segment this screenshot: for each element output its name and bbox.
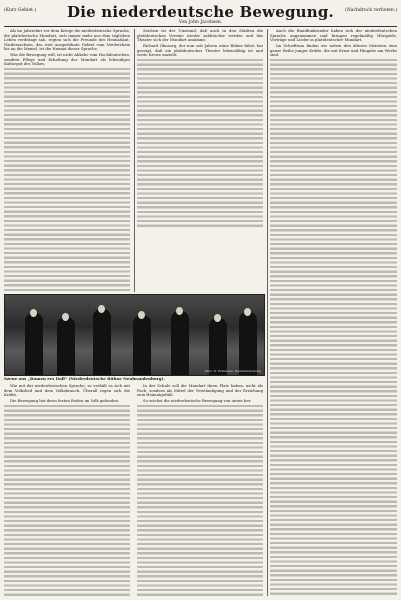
photo-credit: Phot. N. Hollmann, Neubrandenburg [204, 369, 261, 373]
paragraph: Was die Bewegung will, ist nicht Abkehr vom Hochdeutschen, sondern Pflege und Erhaltung der Mundart als lebendiges Kulturgut des Volkes. [4, 52, 130, 67]
paragraph: Die Bewegung hat ihren festen Boden im Volk gefunden. [10, 397, 120, 403]
paragraph: Im Schrifttum finden wir neben den älteren Meistern eine ganze Reihe junger Kräfte, die mit Ernst und Hingabe am Werke sind. [270, 42, 397, 58]
text-filler [4, 405, 130, 596]
newspaper-page [4, 2, 397, 596]
photo-figure [25, 313, 43, 375]
column-divider [134, 29, 135, 292]
text-filler [270, 59, 397, 596]
text-filler [137, 405, 263, 596]
left-meta: (Kurz Gebiet.) [4, 8, 37, 13]
text-filler [137, 59, 263, 229]
paragraph: In der Schule soll die Mundart ihren Platz haben, nicht als Fach, sondern als Mittel der Verständigung und der Erziehung zum Heimatgefühl. [137, 384, 263, 398]
photo-face [98, 305, 105, 313]
photo-figure [171, 311, 189, 375]
photo-caption: Szene aus „Rumen ers Doll“ (Niederdeutsche Bühne Neubrandenburg). [4, 376, 165, 381]
paragraph: Richard Ohnsorg, der nun seit Jahren seine Bühne führt, hat gezeigt, daß ein plattdeutsches Theater lebensfähig ist und weite Kreise anzieht. [137, 42, 263, 58]
article-byline: Von John Jacobsen. [178, 20, 223, 25]
photo-figure [239, 312, 257, 375]
photo-figure [57, 317, 75, 375]
photo-face [30, 309, 37, 317]
column-1-bottom [4, 384, 130, 596]
photo-face [244, 308, 251, 316]
photo-figure [93, 309, 111, 375]
stage-photo [4, 294, 265, 376]
photo-face [138, 311, 145, 319]
paragraph: Als im Jahrzehnt vor dem Kriege die niederdeutsche Sprache, die plattdeutsche Mundart, sich immer mehr aus dem täglichen Leben verdrängt sah, regten sich die Freunde des Heimatlaut. Niedersachsen, das weit ausgedehnte Gebiet vom Niederrhein bis an die Memel, ist die Heimat dieser Sprache. [4, 29, 130, 52]
photo-face [176, 307, 183, 315]
paragraph: Wie mit der niederdeutschen Sprache, so verhält es sich mit dem Volkslied und dem Volksbrauch. Überall regen sich die Kräfte. [4, 384, 130, 398]
header-rule [4, 26, 397, 27]
paragraph: So wächst die niederdeutsche Bewegung von unten her. [143, 397, 252, 403]
article-title: Die niederdeutsche Bewegung. [67, 3, 334, 21]
paragraph: Zeichen ist der Umstand, daß auch in den Städten die plattdeutschen Vereine wieder zahlreicher werden und das Theater sich der Mundart annimmt. [137, 29, 263, 43]
photo-face [62, 313, 69, 321]
column-2-top [137, 29, 263, 229]
text-filler [4, 68, 130, 292]
photo-figure [133, 315, 151, 375]
photo-face [214, 314, 221, 322]
photo-figure [209, 318, 227, 375]
paragraph: Auch die Rundfunksender haben sich der niederdeutschen Sprache angenommen und bringen regelmäßig Hörspiele, Vorträge und Lieder in plattdeutscher Mundart. [270, 29, 397, 43]
column-2-bottom [137, 384, 263, 596]
column-3 [270, 29, 397, 596]
right-meta: (Nachdruck verboten.) [345, 8, 397, 13]
column-1-top [4, 29, 130, 292]
column-divider [267, 29, 268, 596]
